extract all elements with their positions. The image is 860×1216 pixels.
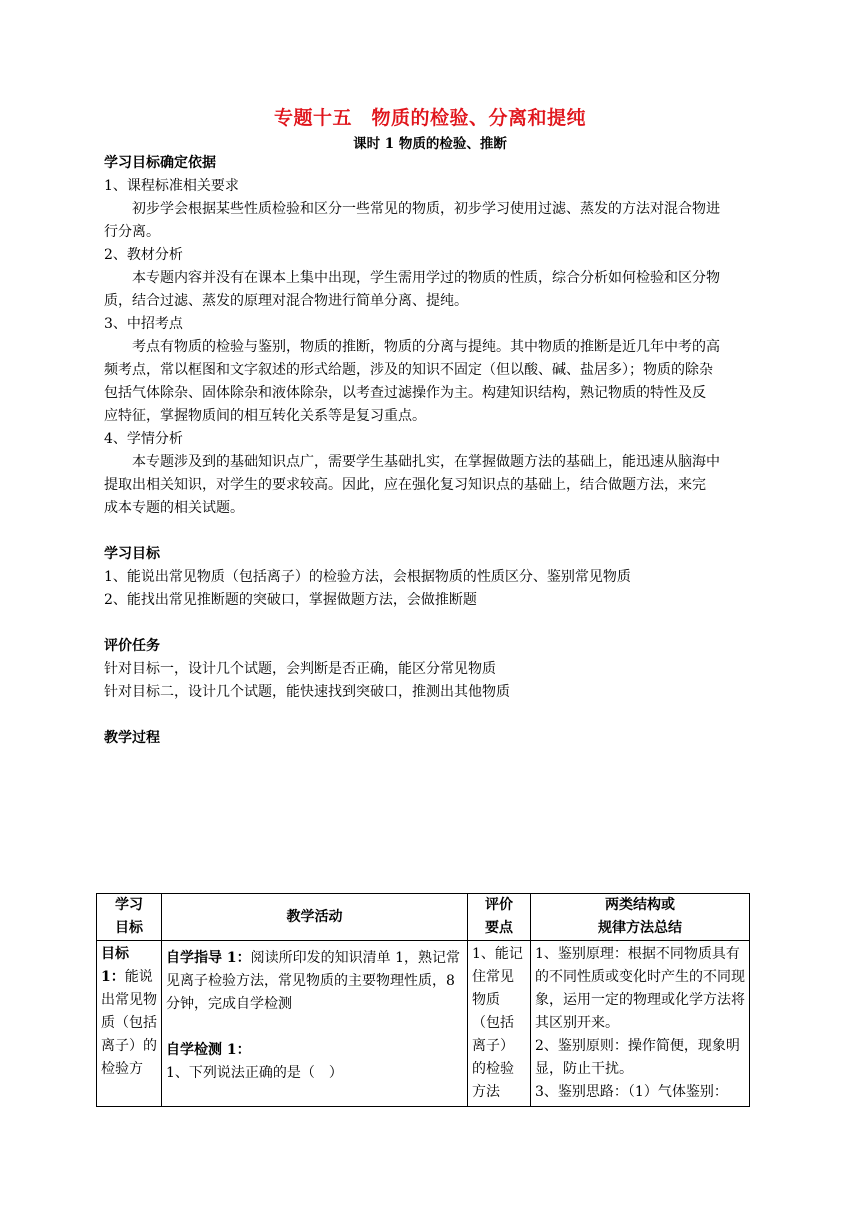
basis-heading: 学习目标确定依据 (104, 155, 216, 171)
check-label: 自学检测 1： (166, 1042, 251, 1058)
item3-heading: 3、中招考点 (104, 316, 183, 332)
document-subtitle: 课时 1 物质的检验、推断 (353, 136, 507, 152)
item3-line4: 应特征，掌握物质间的相互转化关系等是复习重点。 (104, 408, 426, 424)
summary-principle: 1、鉴别原理：根据不同物质具有的不同性质或变化时产生的不同现象，运用一定的物理或化学方法将其区别开来。 (535, 946, 745, 1031)
row-goal-text: 能说出常见物质（包括离子）的检验方 (101, 969, 157, 1077)
item2-line2: 质，结合过滤、蒸发的原理对混合物进行简单分离、提纯。 (104, 293, 468, 309)
item1-line2: 行分离。 (104, 224, 160, 240)
check-question-1: 1、下列说法正确的是（ ） (166, 1065, 343, 1081)
item2-line1: 本专题内容并没有在课本上集中出现，学生需用学过的物质的性质，综合分析如何检验和区分物 (132, 270, 720, 286)
goal-2: 2、能找出常见推断题的突破口，掌握做题方法，会做推断题 (104, 592, 477, 608)
item3-line1: 考点有物质的检验与鉴别，物质的推断，物质的分离与提纯。其中物质的推断是近几年中考的高 (132, 339, 720, 355)
table-header-row (97, 894, 750, 941)
item1-heading: 1、课程标准相关要求 (104, 178, 239, 194)
guide-text: 阅读所印发的知识清单 1，熟记常见离子检验方法，常见物质的主要物理性质，8 分钟，完成自学检测 (166, 950, 460, 1012)
item4-heading: 4、学情分析 (104, 431, 183, 447)
document-body (104, 152, 764, 750)
item4-line2: 提取出相关知识，对学生的要求较高。因此，应在强化复习知识点的基础上，结合做题方法，来完 (104, 477, 706, 493)
goals-heading: 学习目标 (104, 546, 160, 562)
document-title: 专题十五 物质的检验、分离和提纯 (273, 107, 586, 129)
summary-rule: 2、鉴别原则：操作简便，现象明显，防止干扰。 (535, 1038, 740, 1077)
goal-1: 1、能说出常见物质（包括离子）的检验方法，会根据物质的性质区分、鉴别常见物质 (104, 569, 631, 585)
item3-line3: 包括气体除杂、固体除杂和液体除杂，以考查过滤操作为主。构建知识结构，熟记物质的特性及反 (104, 385, 706, 401)
row-eval-cell: 1、能记住常见物质（包括离子）的检验方法 (468, 941, 531, 1107)
summary-approach: 3、鉴别思路：（1）气体鉴别： (535, 1084, 728, 1100)
row-activity-cell (162, 941, 468, 1107)
row-goal-label: 目标 1： (101, 946, 129, 985)
header-activity: 教学活动 (162, 894, 468, 941)
guide-label: 自学指导 1： (166, 950, 251, 966)
item2-heading: 2、教材分析 (104, 247, 183, 263)
eval-2: 针对目标二，设计几个试题，能快速找到突破口，推测出其他物质 (104, 684, 510, 700)
eval-heading: 评价任务 (104, 638, 160, 654)
process-heading: 教学过程 (104, 730, 160, 746)
item3-line2: 频考点，常以框图和文字叙述的形式给题，涉及的知识不固定（但以酸、碱、盐居多）；物质的除杂 (104, 362, 713, 378)
row-summary-cell (531, 941, 750, 1107)
eval-1: 针对目标一，设计几个试题，会判断是否正确，能区分常见物质 (104, 661, 496, 677)
header-goal: 学习 目标 (97, 894, 162, 941)
row-goal-cell (97, 941, 162, 1107)
item4-line1: 本专题涉及到的基础知识点广，需要学生基础扎实，在掌握做题方法的基础上，能迅速从脑海中 (132, 454, 720, 470)
item1-line1: 初步学会根据某些性质检验和区分一些常见的物质，初步学习使用过滤、蒸发的方法对混合物进 (132, 201, 720, 217)
table-row (97, 941, 750, 1107)
header-eval: 评价 要点 (468, 894, 531, 941)
header-summary: 两类结构或 规律方法总结 (531, 894, 750, 941)
teaching-process-table (96, 893, 750, 1107)
item4-line3: 成本专题的相关试题。 (104, 500, 244, 516)
